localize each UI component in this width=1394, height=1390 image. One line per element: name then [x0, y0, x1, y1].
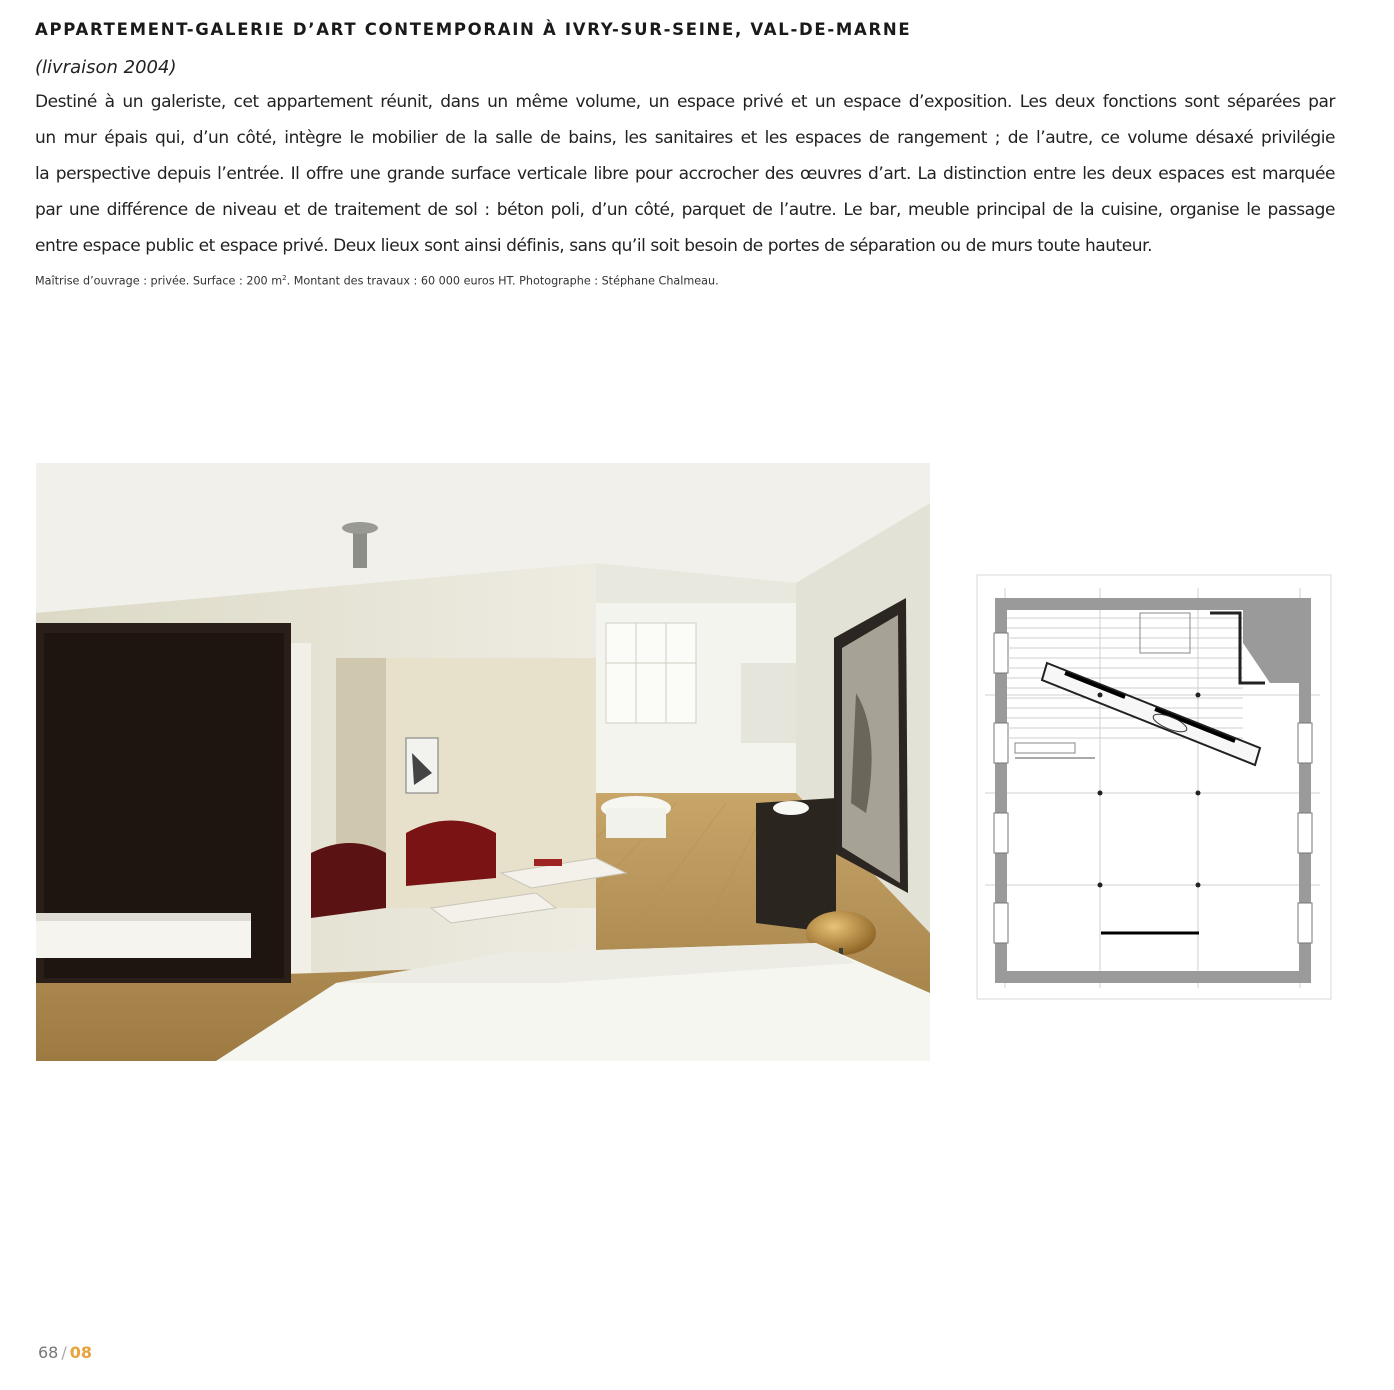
folio-separator: /: [61, 1343, 67, 1362]
article-title: APPARTEMENT-GALERIE D’ART CONTEMPORAIN À IVRY-SUR-SEINE, VAL-DE-MARNE: [35, 20, 912, 39]
floor-plan-drawing: [975, 573, 1333, 1001]
section-number: 08: [69, 1343, 93, 1362]
page-folio: [38, 1343, 92, 1362]
interior-photo-illustration: [36, 463, 930, 1061]
body-line: Destiné à un galeriste, cet appartement réunit, dans un même volume, un espace privé et un espace d’exposition. Les deux fonctions sont séparées par: [35, 92, 1335, 112]
page-number: 68: [38, 1343, 59, 1362]
project-credits: [35, 274, 719, 288]
credits-text: Maîtrise d’ouvrage : privée. Surface : 200 m: [35, 274, 283, 288]
floor-plan: [975, 573, 1333, 1001]
body-line: par une différence de niveau et de traitement de sol : béton poli, d’un côté, parquet de l’autre. Le bar, meuble principal de la cuisine, organise le passage: [35, 200, 1335, 220]
body-line: la perspective depuis l’entrée. Il offre une grande surface verticale libre pour accrocher des œuvres d’art. La distinction entre les deux espaces est marquée: [35, 164, 1335, 184]
body-line: un mur épais qui, d’un côté, intègre le mobilier de la salle de bains, les sanitaires et les espaces de rangement ; de l’autre, ce volume désaxé privilégie: [35, 128, 1335, 148]
body-line: entre espace public et espace privé. Deux lieux sont ainsi définis, sans qu’il soit besoin de portes de séparation ou de murs toute hauteur.: [35, 236, 1153, 256]
delivery-date: (livraison 2004): [35, 57, 177, 78]
credits-superscript: 2: [282, 274, 287, 282]
interior-photo: [36, 463, 930, 1061]
credits-text-end: . Montant des travaux : 60 000 euros HT. Photographe : Stéphane Chalmeau.: [286, 274, 719, 288]
article-body: [35, 84, 1335, 264]
